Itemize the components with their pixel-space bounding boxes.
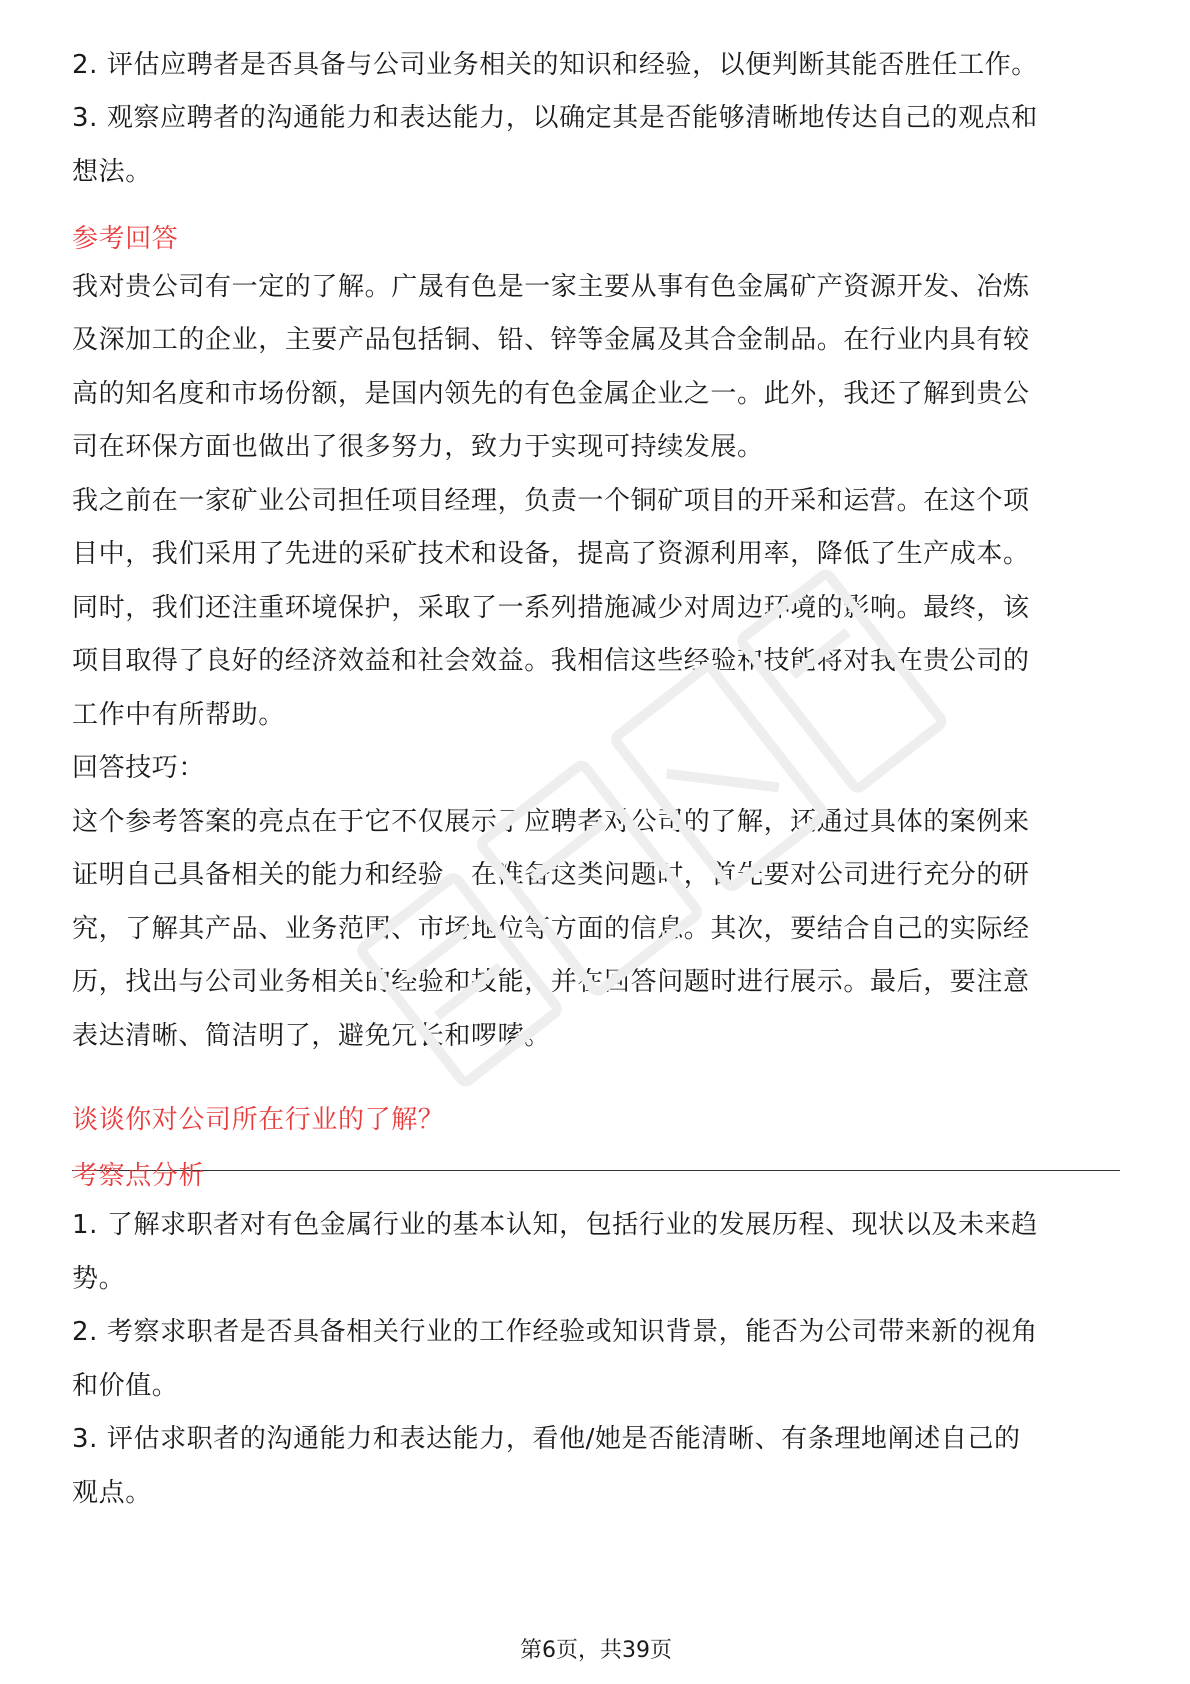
point-3-line2: 观点。 bbox=[72, 1478, 152, 1508]
point-2-line2: 和价值。 bbox=[72, 1371, 179, 1401]
tips-line5: 表达清晰、简洁明了，避免冗长和啰嗦。 bbox=[72, 1021, 551, 1051]
tips-line1: 这个参考答案的亮点在于它不仅展示了应聘者对公司的了解，还通过具体的案例来 bbox=[72, 807, 1030, 837]
answer-para1-line3: 高的知名度和市场份额，是国内领先的有色金属企业之一。此外，我还了解到贵公 bbox=[72, 379, 1030, 409]
answer-para2-line1: 我之前在一家矿业公司担任项目经理，负责一个铜矿项目的开采和运营。在这个项 bbox=[72, 486, 1030, 516]
analysis-point-3-cont: 想法。 bbox=[72, 157, 152, 187]
point-3-line1: 3. 评估求职者的沟通能力和表达能力，看他/她是否能清晰、有条理地阐述自己的 bbox=[72, 1424, 1021, 1454]
analysis-point-2: 2. 评估应聘者是否具备与公司业务相关的知识和经验，以便判断其能否胜任工作。 bbox=[72, 50, 1038, 80]
answer-para1-line2: 及深加工的企业，主要产品包括铜、铅、锌等金属及其合金制品。在行业内具有较 bbox=[72, 325, 1030, 355]
tips-line4: 历，找出与公司业务相关的经验和技能，并在回答问题时进行展示。最后，要注意 bbox=[72, 967, 1030, 997]
analysis-heading: 考察点分析 bbox=[72, 1161, 206, 1191]
section-divider bbox=[72, 1170, 1120, 1171]
answer-para2-line2: 目中，我们采用了先进的采矿技术和设备，提高了资源利用率，降低了生产成本。 bbox=[72, 539, 1030, 569]
answer-heading: 参考回答 bbox=[72, 224, 179, 254]
tips-line3: 究，了解其产品、业务范围、市场地位等方面的信息。其次，要结合自己的实际经 bbox=[72, 914, 1030, 944]
answer-para1-line1: 我对贵公司有一定的了解。广晟有色是一家主要从事有色金属矿产资源开发、冶炼 bbox=[72, 272, 1030, 302]
analysis-point-3: 3. 观察应聘者的沟通能力和表达能力，以确定其是否能够清晰地传达自己的观点和 bbox=[72, 103, 1038, 133]
answer-para2-line3: 同时，我们还注重环境保护，采取了一系列措施减少对周边环境的影响。最终，该 bbox=[72, 593, 1030, 623]
tips-line2: 证明自己具备相关的能力和经验。在准备这类问题时，首先要对公司进行充分的研 bbox=[72, 860, 1030, 890]
answer-para2-line4: 项目取得了良好的经济效益和社会效益。我相信这些经验和技能将对我在贵公司的 bbox=[72, 646, 1030, 676]
point-2-line1: 2. 考察求职者是否具备相关行业的工作经验或知识背景，能否为公司带来新的视角 bbox=[72, 1317, 1038, 1347]
question-title: 谈谈你对公司所在行业的了解？ bbox=[72, 1105, 445, 1135]
answer-para1-line4: 司在环保方面也做出了很多努力，致力于实现可持续发展。 bbox=[72, 432, 764, 462]
document-page bbox=[72, 0, 1120, 1684]
point-1-line2: 势。 bbox=[72, 1264, 126, 1294]
answer-para2-line5: 工作中有所帮助。 bbox=[72, 700, 285, 730]
tips-heading: 回答技巧： bbox=[72, 753, 206, 783]
point-1-line1: 1. 了解求职者对有色金属行业的基本认知，包括行业的发展历程、现状以及未来趋 bbox=[72, 1210, 1038, 1240]
page-number: 第6页，共39页 bbox=[520, 1638, 672, 1663]
